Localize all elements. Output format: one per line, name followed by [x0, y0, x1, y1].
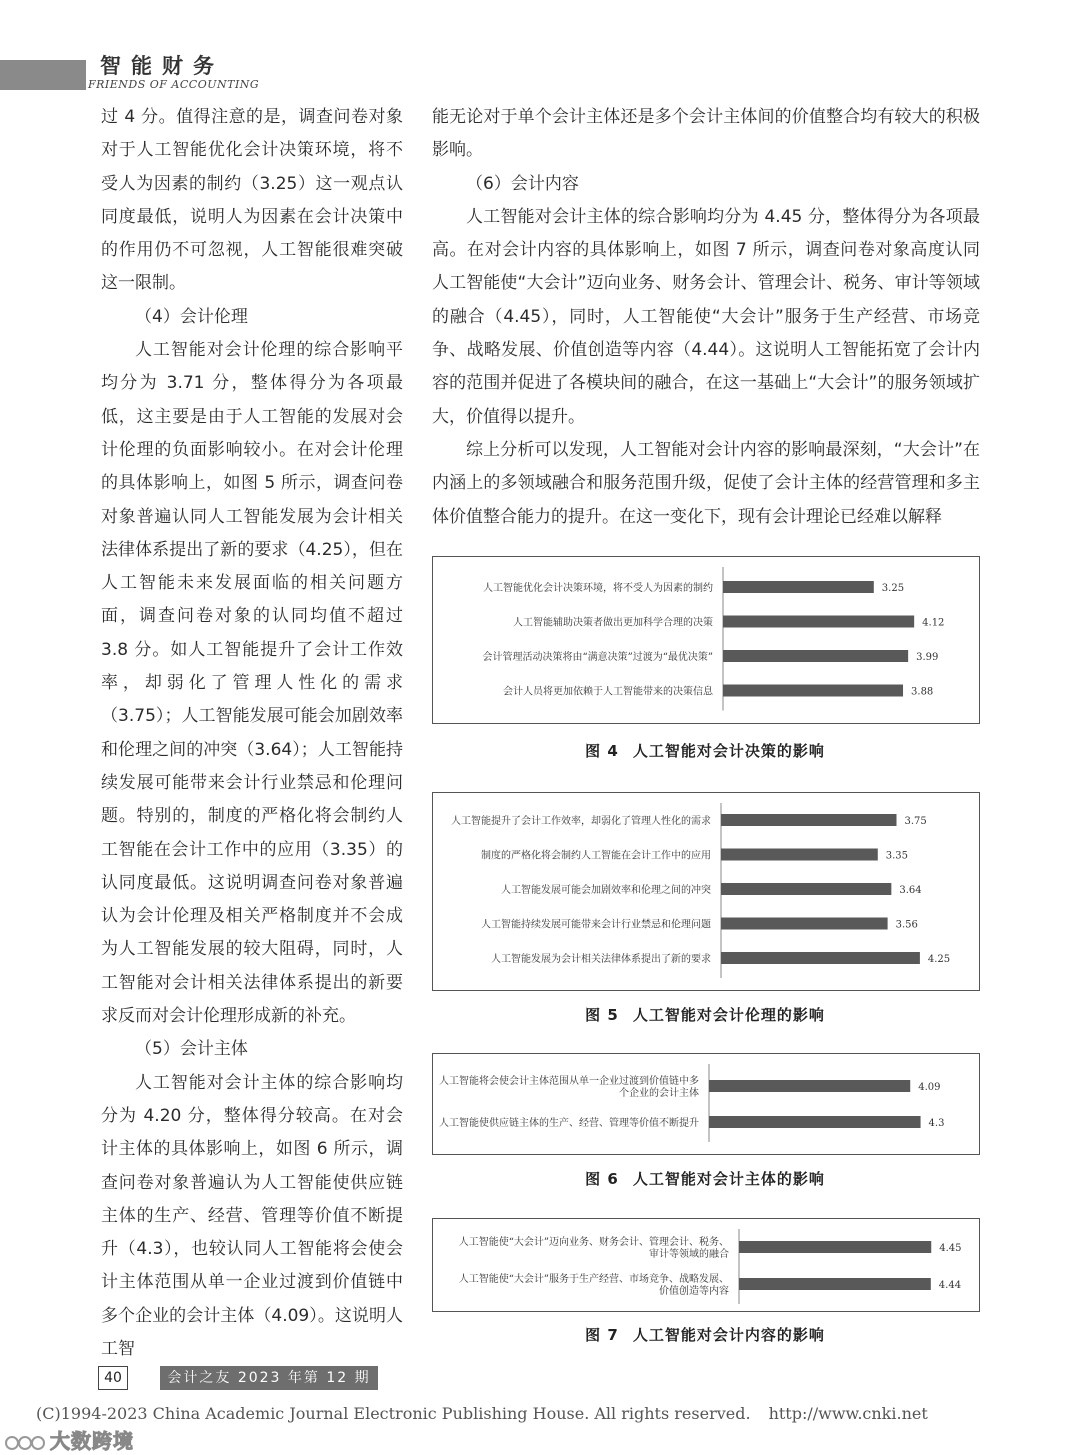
chart-category-label: 人工智能持续发展可能带来会计行业禁忌和伦理问题 [481, 919, 711, 931]
chart-value-label: 4.45 [939, 1243, 962, 1254]
chart-bar [721, 918, 888, 930]
chart-category-label: 人工智能将会使会计主体范围从单一企业过渡到价值链中多个企业的会计主体 [439, 1076, 699, 1099]
figure-4-chart [432, 556, 980, 724]
chart-category-label: 人工智能发展可能会加剧效率和伦理之间的冲突 [501, 885, 711, 896]
chart-bar [723, 616, 914, 628]
chart-value-label: 4.3 [928, 1118, 945, 1129]
page-number: 40 [98, 1366, 128, 1390]
paragraph: 人工智能对会计主体的综合影响均分为 4.20 分，整体得分较高。在对会计主体的具体影响上，如图 6 所示，调查问卷对象普遍认为人工智能使供应链主体的生产、经营、管理等价值不断提升（4.3），也较认同人工智能将会使会计主体范围从单一企业过渡到价值链中多个企业的会计主体（4.09）。这说明人工智 [101, 1072, 403, 1359]
section-heading-entity: （5）会计主体 [135, 1039, 248, 1060]
chart-bar [709, 1116, 921, 1128]
figure-5-svg [433, 793, 979, 990]
figure-7-caption [432, 1324, 978, 1345]
chart-value-label: 4.12 [922, 617, 945, 629]
figure-caption-text: 人工智能对会计伦理的影响 [632, 1006, 825, 1024]
figure-caption-text: 人工智能对会计内容的影响 [632, 1326, 825, 1344]
section-heading-ethics: （4）会计伦理 [135, 306, 248, 327]
watermark-text: 大数跨境 [50, 1429, 134, 1453]
chart-bar [721, 814, 897, 826]
chart-bar [739, 1241, 931, 1253]
chart-category-label: 人工智能发展为会计相关法律体系提出了新的要求 [491, 954, 711, 965]
chart-value-label: 4.09 [918, 1082, 941, 1093]
figure-6-chart [432, 1053, 980, 1155]
paragraph: 能无论对于单个会计主体还是多个会计主体间的价值整合均有较大的积极影响。 [432, 107, 980, 161]
chart-bar [709, 1080, 910, 1092]
chart-value-label: 3.35 [885, 850, 909, 862]
journal-section-subtitle: FRIENDS OF ACCOUNTING [88, 78, 260, 91]
figure-6-caption [432, 1168, 978, 1189]
chart-bar [721, 849, 878, 861]
paragraph: 过 4 分。值得注意的是，调查问卷对象对于人工智能优化会计决策环境，将不受人为因素的制约（3.25）这一观点认同度最低，说明人为因素在会计决策中的作用仍不可忽视，人工智能很难突破这一限制。 [101, 107, 403, 294]
chart-value-label: 4.44 [938, 1280, 962, 1291]
figure-caption-text: 人工智能对会计决策的影响 [632, 742, 825, 760]
chart-category-label: 会计人员将更加依赖于人工智能带来的决策信息 [503, 686, 713, 698]
figure-7-chart [432, 1218, 980, 1312]
chart-bar [721, 952, 920, 964]
chart-bar [739, 1278, 931, 1290]
right-text-column [432, 101, 980, 534]
chart-category-label: 制度的严格化将会制约人工智能在会计工作中的应用 [481, 850, 711, 862]
copyright-text: (C)1994-2023 China Academic Journal Electronic Publishing House. All rights reserved. [36, 1404, 751, 1423]
figure-4-caption [432, 740, 978, 761]
chart-value-label: 4.25 [927, 954, 951, 965]
chart-category-label: 人工智能使“大会计”服务于生产经营、市场竞争、战略发展、价值创造等内容 [458, 1274, 729, 1297]
journal-section-title: 智能财务 [100, 54, 224, 78]
paragraph: 人工智能对会计伦理的综合影响平均分为 3.71 分，整体得分为各项最低，这主要是由于人工智能的发展对会计伦理的负面影响较小。在对会计伦理的具体影响上，如图 5 所示，调查问卷对象普遍认同人工智能发展为会计相关法律体系提出了新的要求（4.25），但在人工智能未来发展面临的相关问题方面，调查问卷对象的认同均值不超过 3.8 分。如人工智能提升了会计工作效率，却弱化了管理人性化的需求（3.75）；人工智能发展可能会加剧效率和伦理之间的冲突（3.64）；人工智能持续发展可能带来会计行业禁忌和伦理问题。特别的，制度的严格化将会制约人工智能在会计工作中的应用（3.35）的认同度最低。这说明调查问卷对象普遍认为会计伦理及相关严格制度并不会成为人工智能发展的较大阻碍，同时，人工智能对会计相关法律体系提出的新要求反而对会计伦理形成新的补充。 [101, 340, 403, 1027]
paragraph: 综上分析可以发现，人工智能对会计内容的影响最深刻，“大会计”在内涵上的多领域融合和服务范围升级，促使了会计主体的经营管理和多主体价值整合能力的提升。在这一变化下，现有会计理论已经难以解释 [432, 439, 980, 527]
chart-bar [723, 581, 874, 593]
section-heading-content: （6）会计内容 [466, 173, 579, 194]
watermark [4, 1425, 134, 1454]
chart-bar [721, 883, 891, 895]
left-text-column [101, 101, 403, 1366]
paragraph: 人工智能对会计主体的综合影响均分为 4.45 分，整体得分为各项最高。在对会计内容的具体影响上，如图 7 所示，调查问卷对象高度认同人工智能使“大会计”迈向业务、财务会计、管理会计、税务、审计等领域的融合（4.45），同时，人工智能使“大会计”服务于生产经营、市场竞争、战略发展、价值创造等内容（4.44）。这说明人工智能拓宽了会计内容的范围并促进了各模块间的融合，在这一基础上“大会计”的服务领域扩大，价值得以提升。 [432, 206, 980, 427]
journal-issue-label: 会计之友 2023 年第 12 期 [160, 1366, 378, 1390]
chart-value-label: 3.25 [881, 583, 905, 594]
figure-5-caption [432, 1004, 978, 1025]
copyright-line [36, 1404, 928, 1423]
figure-number: 图 4 [585, 742, 619, 760]
watermark-logo-icon [4, 1434, 48, 1452]
figure-6-svg [433, 1054, 979, 1154]
figure-number: 图 5 [585, 1006, 619, 1024]
chart-category-label: 人工智能辅助决策者做出更加科学合理的决策 [513, 617, 713, 629]
cnki-url[interactable]: http://www.cnki.net [768, 1404, 928, 1423]
figure-4-svg [433, 557, 979, 723]
chart-value-label: 3.56 [895, 919, 918, 931]
figure-number: 图 7 [585, 1326, 619, 1344]
figure-number: 图 6 [585, 1170, 619, 1188]
chart-category-label: 人工智能提升了会计工作效率，却弱化了管理人性化的需求 [451, 816, 711, 827]
chart-value-label: 3.99 [916, 652, 939, 663]
figure-5-chart [432, 792, 980, 991]
chart-category-label: 会计管理活动决策将由“满意决策”过渡为“最优决策” [482, 652, 713, 663]
chart-category-label: 人工智能使“大会计”迈向业务、财务会计、管理会计、税务、审计等领域的融合 [458, 1237, 729, 1260]
chart-bar [723, 650, 908, 662]
chart-value-label: 3.64 [899, 885, 922, 896]
chart-bar [723, 685, 903, 697]
header-gray-bar [0, 60, 86, 90]
chart-category-label: 人工智能使供应链主体的生产、经营、管理等价值不断提升 [439, 1118, 699, 1129]
chart-value-label: 3.75 [904, 816, 927, 827]
chart-value-label: 3.88 [911, 686, 934, 698]
figure-7-svg [433, 1219, 979, 1311]
chart-category-label: 人工智能优化会计决策环境，将不受人为因素的制约 [483, 583, 713, 594]
figure-caption-text: 人工智能对会计主体的影响 [632, 1170, 825, 1188]
